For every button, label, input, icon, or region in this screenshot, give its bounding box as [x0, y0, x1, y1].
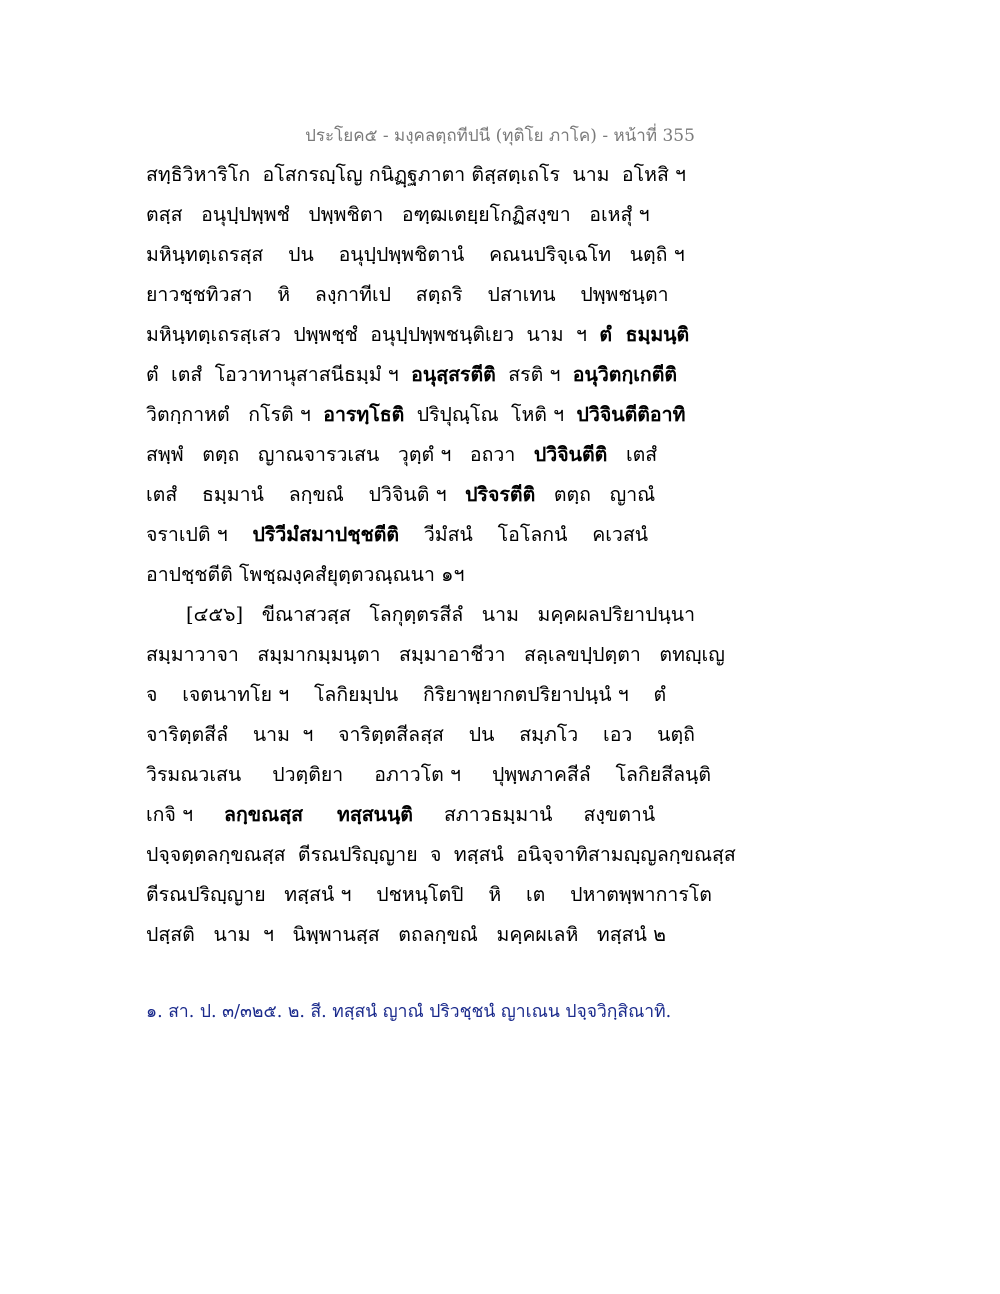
text-segment: [๔๕๖] ขีณาสวสฺส โลกุตฺตรสีลํ นาม มคฺคผลปริยาปนฺนา: [186, 603, 696, 626]
text-segment: สรติ ฯ: [495, 363, 573, 386]
text-line: [146, 915, 866, 955]
text-segment: ปจฺจตฺตลกฺขณสฺส ตีรณปริญฺญาย จ ทสฺสนํ อนิจฺจาทิสามญฺญลกฺขณสฺส: [146, 843, 736, 866]
bold-term: ปริจรตีติ: [465, 483, 536, 506]
text-line: [146, 835, 866, 875]
text-segment: วิตกฺกาหตํ กโรติ ฯ: [146, 403, 324, 426]
text-segment: เตสํ ธมฺมานํ ลกฺขณํ ปวิจินติ ฯ: [146, 483, 466, 506]
footnotes: ๑. สา. ป. ๓/๓๒๕. ๒. สี. ทสฺสนํ ญาณํ ปริวชฺชนํ ญาเณน ปจฺจวิกฺสิณาทิ.: [146, 1002, 672, 1022]
text-line: [146, 555, 866, 595]
text-segment: ตีรณปริญฺญาย ทสฺสนํ ฯ ปชหนฺโตปิ หิ เต ปหาตพฺพาการโต: [146, 883, 712, 906]
text-segment: สภาวธมฺมานํ สงฺขตานํ: [412, 803, 656, 826]
text-line: [146, 675, 866, 715]
text-segment: ตสฺส อนุปฺปพฺพชํ ปพฺพชิตา อฑฺฒเตยฺยโกฏิสงฺขา อเหสุํ ฯ: [146, 203, 650, 226]
text-line: [146, 435, 866, 475]
text-line: [146, 275, 866, 315]
text-segment: มหินฺทตฺเถรสฺส ปน อนุปฺปพฺพชิตานํ คณนปริจฺเฉโท นตฺถิ ฯ: [146, 243, 685, 266]
text-line: [146, 155, 866, 195]
text-segment: สมฺมาวาจา สมฺมากมฺมนฺตา สมฺมาอาชีวา สลฺเลขปฺปตฺตา ตทญฺเญ: [146, 643, 725, 666]
text-line: [146, 475, 866, 515]
bold-term: ปวิจินตีติ: [533, 443, 608, 466]
bold-term: ลกฺขณสฺส ทสฺสนนฺติ: [224, 803, 413, 826]
text-segment: สทฺธิวิหาริโก อโสกรญฺโญ กนิฏฺฐภาตา ติสฺสตฺเถโร นาม อโหสิ ฯ: [146, 163, 687, 186]
text-segment: เตสํ: [607, 443, 658, 466]
text-segment: วีมํสนํ โอโลกนํ คเวสนํ: [399, 523, 649, 546]
text-segment: ยาวชฺชทิวสา หิ ลงฺกาทีเป สตฺถริ ปสาเทน ปพฺพชนฺตา: [146, 283, 669, 306]
text-line: [146, 235, 866, 275]
text-line: [146, 195, 866, 235]
bold-term: อนุวิตกฺเกตีติ: [572, 363, 678, 386]
text-line: [146, 635, 866, 675]
bold-term: อนุสฺสรตีติ: [411, 363, 496, 386]
text-segment: วิรมณวเสน ปวตฺติยา อภาวโต ฯ ปุพฺพภาคสีลํ โลกิยสีลนฺติ: [146, 763, 712, 786]
body-text: [146, 155, 866, 955]
text-segment: จาริตฺตสีลํ นาม ฯ จาริตฺตสีลสฺส ปน สมฺภโว เอว นตฺถิ: [146, 723, 695, 746]
text-segment: ตตฺถ ญาณํ: [535, 483, 656, 506]
text-line: [146, 715, 866, 755]
text-segment: ปริปุณฺโณ โหติ ฯ: [404, 403, 577, 426]
text-segment: จราเปติ ฯ: [146, 523, 253, 546]
page-header: ประโยค๕ - มงฺคลตฺถทีปนี (ทุติโย ภาโค) - หน้าที่ 355: [305, 126, 695, 146]
text-line: [146, 755, 866, 795]
text-segment: สพฺพํ ตตฺถ ญาณจารวเสน วุตฺตํ ฯ อถวา: [146, 443, 534, 466]
text-segment: จ เจตนาทโย ฯ โลกิยมฺปน กิริยาพฺยากตปริยาปนฺนํ ฯ ตํ: [146, 683, 667, 706]
text-segment: มหินฺทตฺเถรสฺเสว ปพฺพชฺชํ อนุปฺปพฺพชนฺติเยว นาม ฯ: [146, 323, 600, 346]
text-segment: ปสฺสติ นาม ฯ นิพฺพานสฺส ตถลกฺขณํ มคฺคผเลหิ ทสฺสนํ ๒: [146, 923, 666, 946]
text-segment: ตํ เตสํ โอวาทานุสาสนีธมฺมํ ฯ: [146, 363, 412, 386]
text-line: [146, 795, 866, 835]
bold-term: อารทฺโธติ: [323, 403, 405, 426]
bold-term: ปริวีมํสมาปชฺชตีติ: [252, 523, 400, 546]
text-line: [146, 875, 866, 915]
text-line: [146, 315, 866, 355]
text-segment: อาปชฺชตีติ โพชฺฌงฺคสํยุตฺตวณฺณนา ๑ฯ: [146, 563, 465, 586]
text-line: [146, 595, 866, 635]
text-segment: เกจิ ฯ: [146, 803, 225, 826]
bold-term: ตํ ธมฺมนฺติ: [599, 323, 690, 346]
text-line: [146, 355, 866, 395]
text-line: [146, 395, 866, 435]
bold-term: ปวิจินตีติอาทิ: [576, 403, 686, 426]
text-line: [146, 515, 866, 555]
